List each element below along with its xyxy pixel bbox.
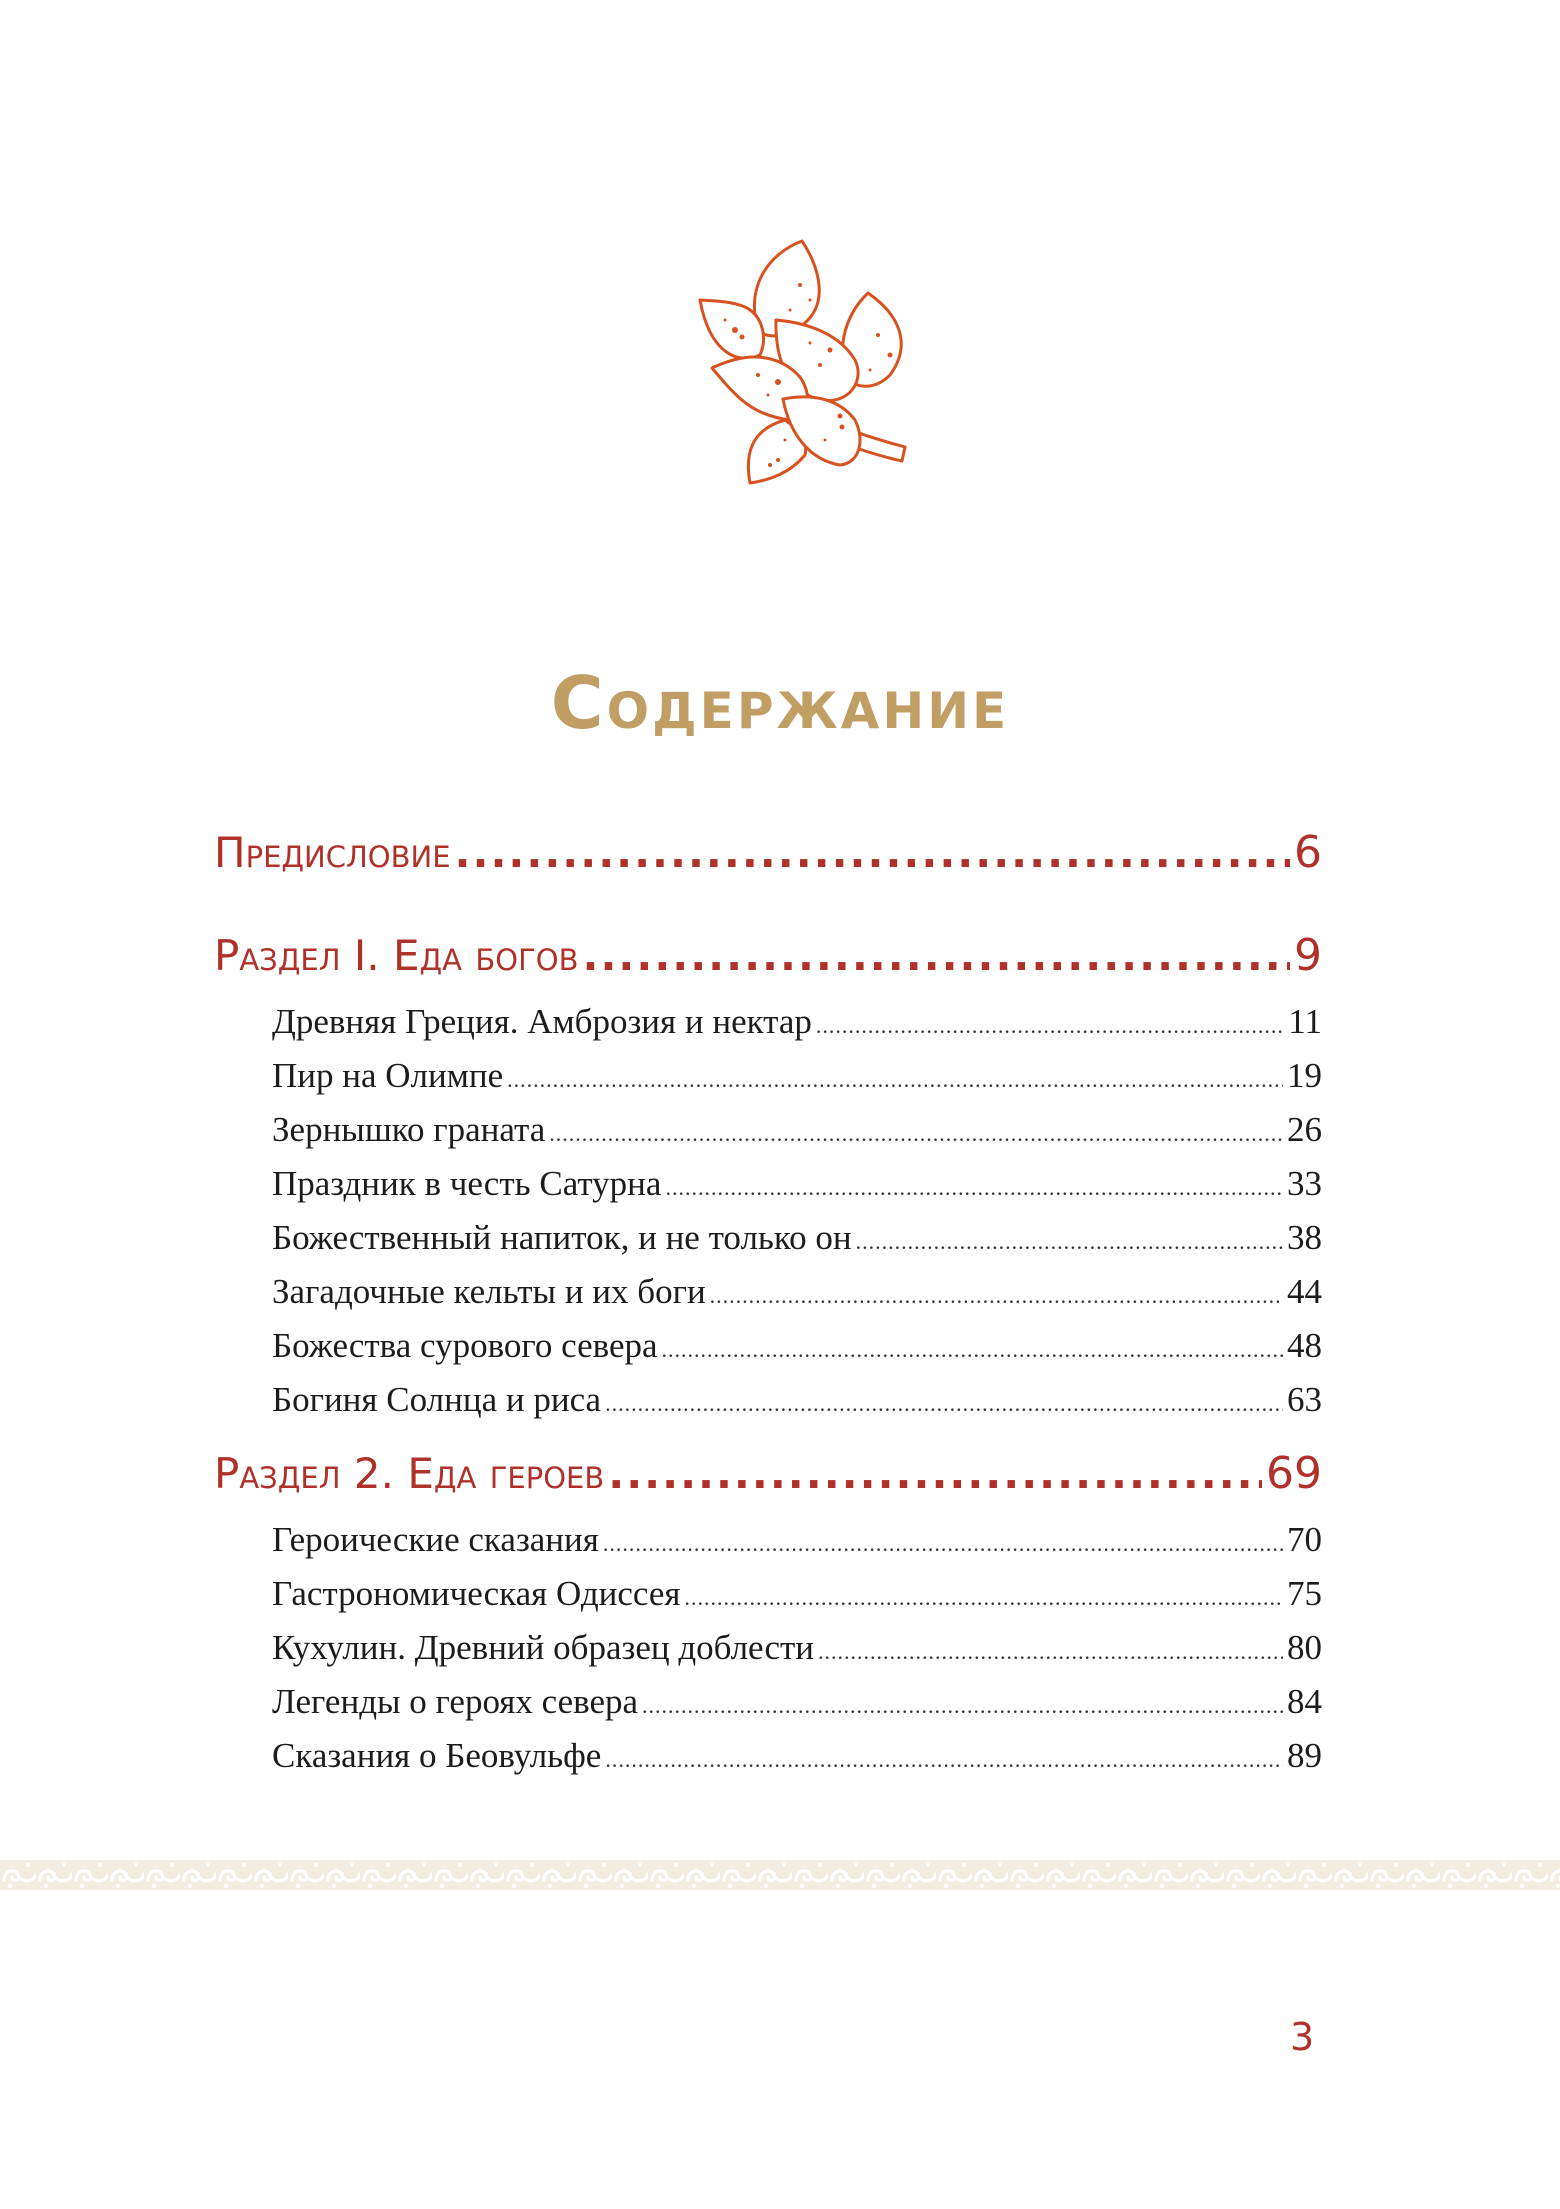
toc-entry[interactable]: [272, 1567, 1322, 1621]
toc-entry-label: Загадочные кельты и их боги: [272, 1272, 706, 1311]
toc-page-number: 48: [1287, 1326, 1322, 1365]
dot-leader: [608, 1441, 1262, 1507]
toc-page-number: 26: [1287, 1110, 1322, 1149]
toc-page-number: 9: [1294, 930, 1322, 981]
toc-entry-label: Божества сурового севера: [272, 1326, 658, 1365]
dot-leader: [549, 1107, 1283, 1157]
dot-leader: [605, 1377, 1283, 1427]
toc-entry-label: Героические сказания: [272, 1520, 599, 1559]
leafy-branch-icon: [650, 215, 930, 485]
page-number: 3: [1290, 2015, 1315, 2059]
toc-entry-label: Сказания о Беовульфе: [272, 1736, 602, 1775]
toc-page-number: 6: [1294, 827, 1322, 878]
toc-entry[interactable]: [272, 1319, 1322, 1373]
toc-page-number: 11: [1288, 1002, 1322, 1041]
toc-preface[interactable]: [214, 820, 1322, 886]
toc-page-number: 70: [1287, 1520, 1322, 1559]
dot-leader: [605, 1733, 1283, 1783]
toc-entry-label: Древняя Греция. Амброзия и нектар: [272, 1002, 812, 1041]
toc-page-number: 63: [1287, 1380, 1322, 1419]
dot-leader: [684, 1571, 1283, 1621]
toc-page-number: 38: [1287, 1218, 1322, 1257]
toc-page-number: 80: [1287, 1628, 1322, 1667]
dot-leader: [818, 1625, 1283, 1675]
toc-page-number: 89: [1287, 1736, 1322, 1775]
toc-entry[interactable]: [272, 1513, 1322, 1567]
dot-leader: [507, 1053, 1283, 1103]
toc-page-number: 69: [1266, 1448, 1322, 1499]
toc-entry[interactable]: [272, 1265, 1322, 1319]
dot-leader: [710, 1269, 1283, 1319]
decorative-wave-band: [0, 1860, 1560, 1890]
dot-leader: [583, 923, 1291, 989]
toc-entry[interactable]: [272, 1729, 1322, 1783]
toc-entry[interactable]: [272, 1157, 1322, 1211]
toc-entry-label: Гастрономическая Одиссея: [272, 1574, 681, 1613]
dot-leader: [603, 1517, 1283, 1567]
toc-page-number: 33: [1287, 1164, 1322, 1203]
dot-leader: [642, 1679, 1283, 1729]
dot-leader: [662, 1323, 1283, 1373]
toc-page-number: 44: [1287, 1272, 1322, 1311]
toc-entry-label: Кухулин. Древний образец доблести: [272, 1628, 815, 1667]
toc-entry[interactable]: [272, 1373, 1322, 1427]
toc-section-label: Раздел 2. Еда героев: [214, 1449, 605, 1498]
dot-leader: [455, 820, 1290, 886]
page-title: Содержание: [550, 661, 1010, 746]
toc-entry-label: Зернышко граната: [272, 1110, 546, 1149]
toc-entry[interactable]: [272, 995, 1322, 1049]
toc-entry-label: Пир на Олимпе: [272, 1056, 504, 1095]
toc-section-label: Предисловие: [214, 828, 451, 877]
toc-section-label: Раздел I. Еда богов: [214, 931, 579, 980]
toc-section-1[interactable]: [214, 923, 1322, 989]
table-of-contents: [214, 820, 1322, 1783]
toc-entry-label: Праздник в честь Сатурна: [272, 1164, 662, 1203]
dot-leader: [816, 999, 1284, 1049]
toc-page-number: 75: [1287, 1574, 1322, 1613]
toc-entry[interactable]: [272, 1049, 1322, 1103]
toc-entry-label: Божественный напиток, и не только он: [272, 1218, 852, 1257]
toc-entry[interactable]: [272, 1103, 1322, 1157]
toc-page-number: 84: [1287, 1682, 1322, 1721]
toc-section-2[interactable]: [214, 1441, 1322, 1507]
toc-entry-label: Легенды о героях севера: [272, 1682, 639, 1721]
toc-entry[interactable]: [272, 1675, 1322, 1729]
dot-leader: [856, 1215, 1283, 1265]
toc-entry[interactable]: [272, 1211, 1322, 1265]
toc-entry-label: Богиня Солнца и риса: [272, 1380, 602, 1419]
toc-page-number: 19: [1287, 1056, 1322, 1095]
dot-leader: [665, 1161, 1283, 1211]
toc-entry[interactable]: [272, 1621, 1322, 1675]
